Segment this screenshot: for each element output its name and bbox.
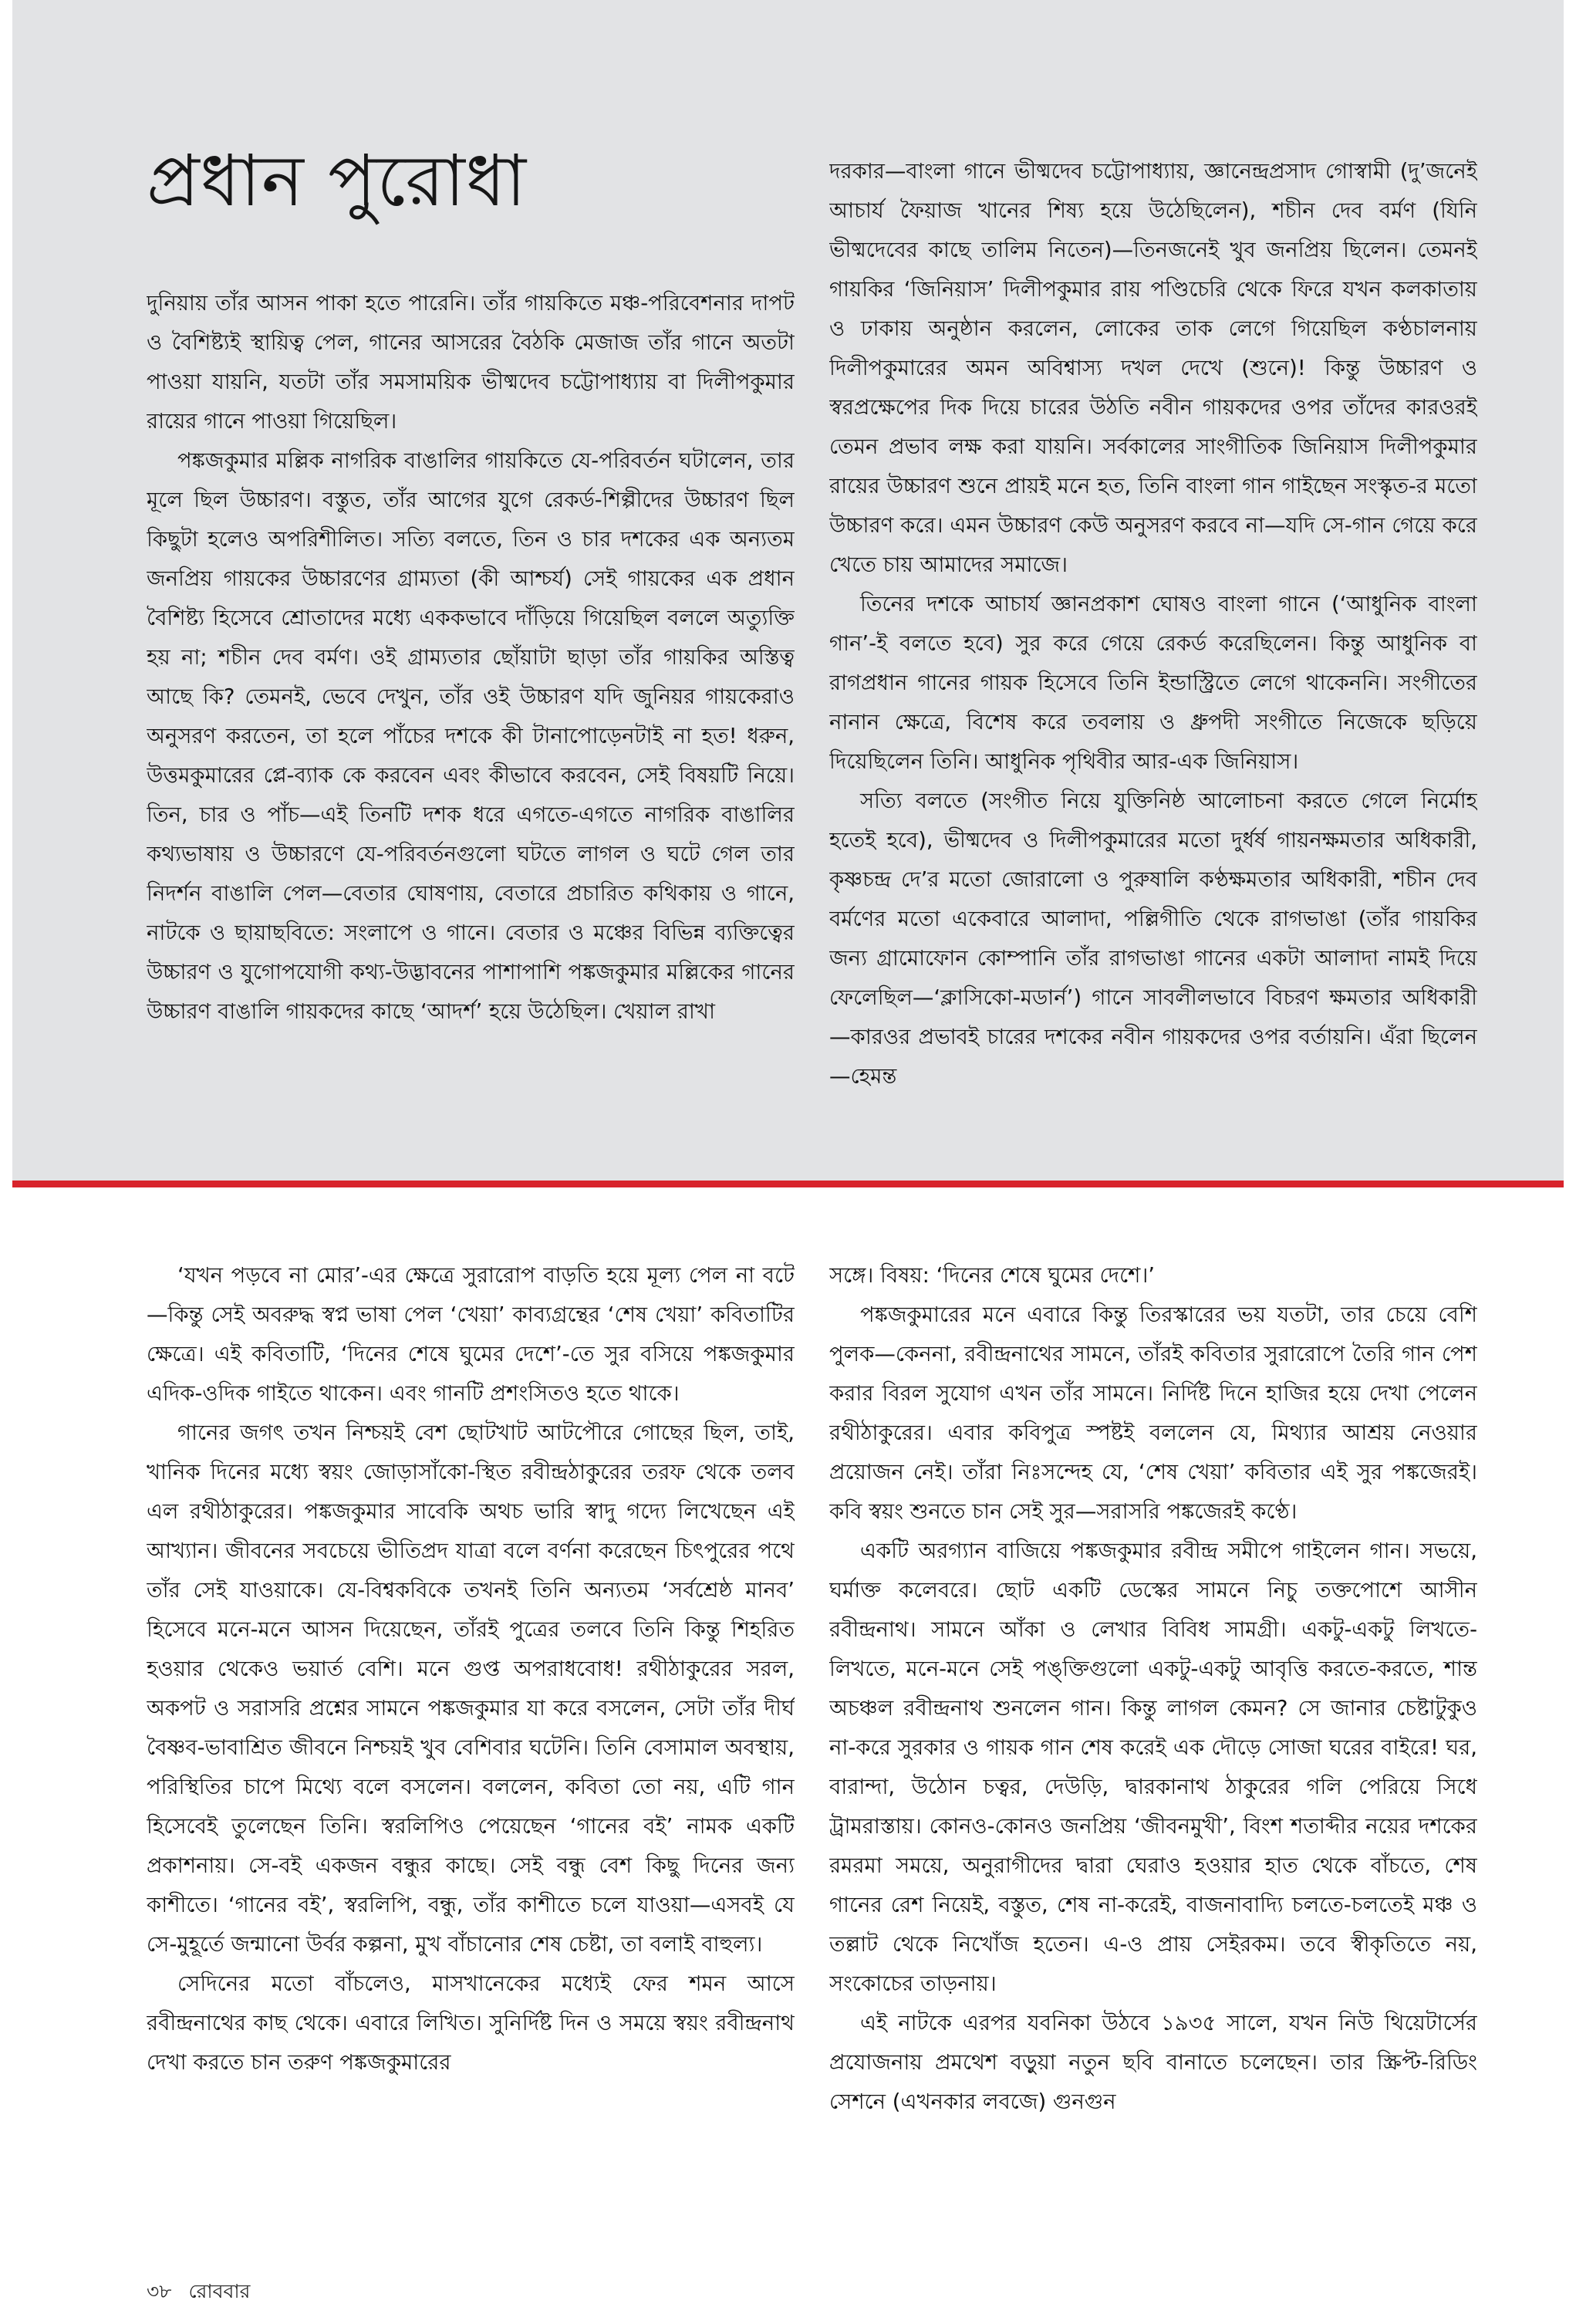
paragraph: সত্যি বলতে (সংগীত নিয়ে যুক্তিনিষ্ঠ আলোচনা করতে গেলে নির্মোহ হতেই হবে), ভীষ্মদেব ও দিলীপকুমারের মতো দুর্ধর্ষ গায়নক্ষমতার অধিকারী, কৃষ্ণচন্দ্র দে’র মতো জোরালো ও পুরুষালি কণ্ঠক্ষমতার অধিকারী, শচীন দেব বর্মণের মতো একেবারে আলাদা, পল্লিগীতি থেকে রাগভাঙা (তাঁর গায়কির জন্য গ্রামোফোন কোম্পানি তাঁর রাগভাঙা গানের একটা আলাদা নামই দিয়ে ফেলেছিল—‘ক্লাসিকো-মডার্ন’) গানে সাবলীলভাবে বিচরণ ক্ষমতার অধিকারী—কারওর প্রভাবই চারের দশকের নবীন গায়কদের ওপর বর্তায়নি। এঁরা ছিলেন—হেমন্ত [829, 789, 1477, 1089]
page-number: ৩৮ [147, 2280, 172, 2302]
red-divider-rule [12, 1181, 1564, 1187]
column-top-left [147, 284, 795, 1140]
article-headline: প্রধান পুরোধা [147, 140, 528, 222]
paragraph: এই নাটকে এরপর যবনিকা উঠবে ১৯৩৫ সালে, যখন নিউ থিয়েটার্সের প্রযোজনায় প্রমথেশ বড়ুয়া নতুন ছবি বানাতে চলেছেন। তার স্ক্রিপ্ট-রিডিং সেশনে (এখনকার লবজে) গুনগুন [829, 2011, 1477, 2114]
paragraph: একটি অরগ্যান বাজিয়ে পঙ্কজকুমার রবীন্দ্র সমীপে গাইলেন গান। সভয়ে, ঘর্মাক্ত কলেবরে। ছোট একটি ডেস্কের সামনে নিচু তক্তপোশে আসীন রবীন্দ্রনাথ। সামনে আঁকা ও লেখার বিবিধ সামগ্রী। একটু-একটু লিখতে-লিখতে, মনে-মনে সেই পঙ্‌ক্তিগুলো একটু-একটু আবৃত্তি করতে-করতে, শান্ত অচঞ্চল রবীন্দ্রনাথ শুনলেন গান। কিন্তু লাগল কেমন? সে জানার চেষ্টাটুকুও না-করে সুরকার ও গায়ক গান শেষ করেই এক দৌড়ে সোজা ঘরের বাইরে! ঘর, বারান্দা, উঠোন চত্বর, দেউড়ি, দ্বারকানাথ ঠাকুরের গলি পেরিয়ে সিধে ট্রামরাস্তায়। কোনও-কোনও জনপ্রিয় ‘জীবনমুখী’, বিংশ শতাব্দীর নয়ের দশকের রমরমা সময়ে, অনুরাগীদের দ্বারা ঘেরাও হওয়ার হাত থেকে বাঁচতে, শেষ গানের রেশ নিয়েই, বস্তুত, শেষ না-করেই, বাজনাবাদ্যি চলতে-চলতেই মঞ্চ ও তল্লাট থেকে নিখোঁজ হতেন। এ-ও প্রায় সেইরকম। তবে স্বীকৃতিতে নয়, সংকোচের তাড়নায়। [829, 1539, 1477, 1996]
paragraph: পঙ্কজকুমারের মনে এবারে কিন্তু তিরস্কারের ভয় যতটা, তার চেয়ে বেশি পুলক—কেননা, রবীন্দ্রনাথের সামনে, তাঁরই কবিতার সুরারোপে তৈরি গান পেশ করার বিরল সুযোগ এখন তাঁর সামনে। নির্দিষ্ট দিনে হাজির হয়ে দেখা পেলেন রথীঠাকুরের। এবার কবিপুত্র স্পষ্টই বললেন যে, মিথ্যার আশ্রয় নেওয়ার প্রয়োজন নেই। তাঁরা নিঃসন্দেহ যে, ‘শেষ খেয়া’ কবিতার এই সুর পঙ্কজেরই। কবি স্বয়ং শুনতে চান সেই সুর—সরাসরি পঙ্কজেরই কণ্ঠে। [829, 1302, 1477, 1524]
publication-name: রোববার [188, 2280, 251, 2302]
paragraph: সেদিনের মতো বাঁচলেও, মাসখানেকের মধ্যেই ফের শমন আসে রবীন্দ্রনাথের কাছ থেকে। এবারে লিখিত। সুনির্দিষ্ট দিন ও সময়ে স্বয়ং রবীন্দ্রনাথ দেখা করতে চান তরুণ পঙ্কজকুমারের [147, 1971, 795, 2075]
column-bottom-left [147, 1256, 795, 2267]
column-top-right [829, 152, 1477, 1147]
paragraph: সঙ্গে। বিষয়: ‘দিনের শেষে ঘুমের দেশে।’ [829, 1263, 1156, 1288]
column-bottom-right [829, 1256, 1477, 2273]
paragraph: ‘যখন পড়বে না মোর’-এর ক্ষেত্রে সুরারোপ বাড়তি হয়ে মূল্য পেল না বটে—কিন্তু সেই অবরুদ্ধ স্বপ্ন ভাষা পেল ‘খেয়া’ কাব্যগ্রন্থের ‘শেষ খেয়া’ কবিতাটির ক্ষেত্রে। এই কবিতাটি, ‘দিনের শেষে ঘুমের দেশে’-তে সুর বসিয়ে পঙ্কজকুমার এদিক-ওদিক গাইতে থাকেন। এবং গানটি প্রশংসিতও হতে থাকে। [147, 1263, 795, 1406]
paragraph: গানের জগৎ তখন নিশ্চয়ই বেশ ছোটখাট আটপৌরে গোছের ছিল, তাই, খানিক দিনের মধ্যে স্বয়ং জোড়াসাঁকো-স্থিত রবীন্দ্রঠাকুরের তরফ থেকে তলব এল রথীঠাকুরের। পঙ্কজকুমার সাবেকি অথচ ভারি স্বাদু গদ্যে লিখেছেন এই আখ্যান। জীবনের সবচেয়ে ভীতিপ্রদ যাত্রা বলে বর্ণনা করেছেন চিৎপুরের পথে তাঁর সেই যাওয়াকে। যে-বিশ্বকবিকে তখনই তিনি অন্যতম ‘সর্বশ্রেষ্ঠ মানব’ হিসেবে মনে-মনে আসন দিয়েছেন, তাঁরই পুত্রের তলবে তিনি কিন্তু শিহরিত হওয়ার থেকেও ভয়ার্ত বেশি। মনে গুপ্ত অপরাধবোধ! রথীঠাকুরের সরল, অকপট ও সরাসরি প্রশ্নের সামনে পঙ্কজকুমার যা করে বসলেন, সেটা তাঁর দীর্ঘ বৈষ্ণব-ভাবাশ্রিত জীবনে নিশ্চয়ই খুব বেশিবার ঘটেনি। তিনি বেসামাল অবস্থায়, পরিস্থিতির চাপে মিথ্যে বলে বসলেন। বললেন, কবিতা তো নয়, এটি গান হিসেবেই তুলেছেন তিনি। স্বরলিপিও পেয়েছেন ‘গানের বই’ নামক একটি প্রকাশনায়। সে-বই একজন বন্ধুর কাছে। সেই বন্ধু বেশ কিছু দিনের জন্য কাশীতে। ‘গানের বই’, স্বরলিপি, বন্ধু, তাঁর কাশীতে চলে যাওয়া—এসবই যে সে-মুহূর্তে জন্মানো উর্বর কল্পনা, মুখ বাঁচানোর শেষ চেষ্টা, তা বলাই বাহুল্য। [147, 1420, 795, 1957]
paragraph: দুনিয়ায় তাঁর আসন পাকা হতে পারেনি। তাঁর গায়কিতে মঞ্চ-পরিবেশনার দাপট ও বৈশিষ্ট্যই স্থায়িত্ব পেল, গানের আসরের বৈঠকি মেজাজ তাঁর গানে অতটা পাওয়া যায়নি, যতটা তাঁর সমসাময়িক ভীষ্মদেব চট্টোপাধ্যায় বা দিলীপকুমার রায়ের গানে পাওয়া গিয়েছিল। [147, 291, 795, 434]
paragraph: দরকার—বাংলা গানে ভীষ্মদেব চট্টোপাধ্যায়, জ্ঞানেন্দ্রপ্রসাদ গোস্বামী (দু’জনেই আচার্য ফৈয়াজ খানের শিষ্য হয়ে উঠেছিলেন), শচীন দেব বর্মণ (যিনি ভীষ্মদেবের কাছে তালিম নিতেন)—তিনজনেই খুব জনপ্রিয় ছিলেন। তেমনই গায়কির ‘জিনিয়াস’ দিলীপকুমার রায় পণ্ডিচেরি থেকে ফিরে যখন কলকাতায় ও ঢাকায় অনুষ্ঠান করলেন, লোকের তাক লেগে গিয়েছিল কণ্ঠচালনায় দিলীপকুমারের অমন অবিশ্বাস্য দখল দেখে (শুনে)! কিন্তু উচ্চারণ ও স্বরপ্রক্ষেপের দিক দিয়ে চারের উঠতি নবীন গায়কদের ওপর তাঁদের কারওরই তেমন প্রভাব লক্ষ করা যায়নি। সর্বকালের সাংগীতিক জিনিয়াস দিলীপকুমার রায়ের উচ্চারণ শুনে প্রায়ই মনে হত, তিনি বাংলা গান গাইছেন সংস্কৃত-র মতো উচ্চারণ করে। এমন উচ্চারণ কেউ অনুসরণ করবে না—যদি সে-গান গেয়ে করে খেতে চায় আমাদের সমাজে। [829, 159, 1477, 577]
paragraph: তিনের দশকে আচার্য জ্ঞানপ্রকাশ ঘোষও বাংলা গানে (‘আধুনিক বাংলা গান’-ই বলতে হবে) সুর করে গেয়ে রেকর্ড করেছিলেন। কিন্তু আধুনিক বা রাগপ্রধান গানের গায়ক হিসেবে তিনি ইন্ডাস্ট্রিতে লেগে থাকেননি। সংগীতের নানান ক্ষেত্রে, বিশেষ করে তবলায় ও ধ্রুপদী সংগীতে নিজেকে ছড়িয়ে দিয়েছিলেন তিনি। আধুনিক পৃথিবীর আর-এক জিনিয়াস। [829, 592, 1477, 774]
paragraph: পঙ্কজকুমার মল্লিক নাগরিক বাঙালির গায়কিতে যে-পরিবর্তন ঘটালেন, তার মূলে ছিল উচ্চারণ। বস্তুত, তাঁর আগের যুগে রেকর্ড-শিল্পীদের উচ্চারণ ছিল কিছুটা হলেও অপরিশীলিত। সত্যি বলতে, তিন ও চার দশকের এক অন্যতম জনপ্রিয় গায়কের উচ্চারণের গ্রাম্যতা (কী আশ্চর্য) সেই গায়কের এক প্রধান বৈশিষ্ট্য হিসেবে শ্রোতাদের মধ্যে এককভাবে দাঁড়িয়ে গিয়েছিল বললে অত্যুক্তি হয় না; শচীন দেব বর্মণ। ওই গ্রাম্যতার ছোঁয়াটা ছাড়া তাঁর গায়কির অস্তিত্ব আছে কি? তেমনই, ভেবে দেখুন, তাঁর ওই উচ্চারণ যদি জুনিয়র গায়কেরাও অনুসরণ করতেন, তা হলে পাঁচের দশকে কী টানাপোড়েনটাই না হত! ধরুন, উত্তমকুমারের প্লে-ব্যাক কে করবেন এবং কীভাবে করবেন, সেই বিষয়টি নিয়ে। তিন, চার ও পাঁচ—এই তিনটি দশক ধরে এগতে-এগতে নাগরিক বাঙালির কথ্যভাষায় ও উচ্চারণে যে-পরিবর্তনগুলো ঘটতে লাগল ও ঘটে গেল তার নিদর্শন বাঙালি পেল—বেতার ঘোষণায়, বেতারে প্রচারিত কথিকায় ও গানে, নাটকে ও ছায়াছবিতে: সংলাপে ও গানে। বেতার ও মঞ্চের বিভিন্ন ব্যক্তিত্বের উচ্চারণ ও যুগোপযোগী কথ্য-উদ্ভাবনের পাশাপাশি পঙ্কজকুমার মল্লিকের গানের উচ্চারণ বাঙালি গায়কদের কাছে ‘আদর্শ’ হয়ে উঠেছিল। খেয়াল রাখা [147, 448, 795, 1024]
page-footer [147, 2276, 261, 2307]
